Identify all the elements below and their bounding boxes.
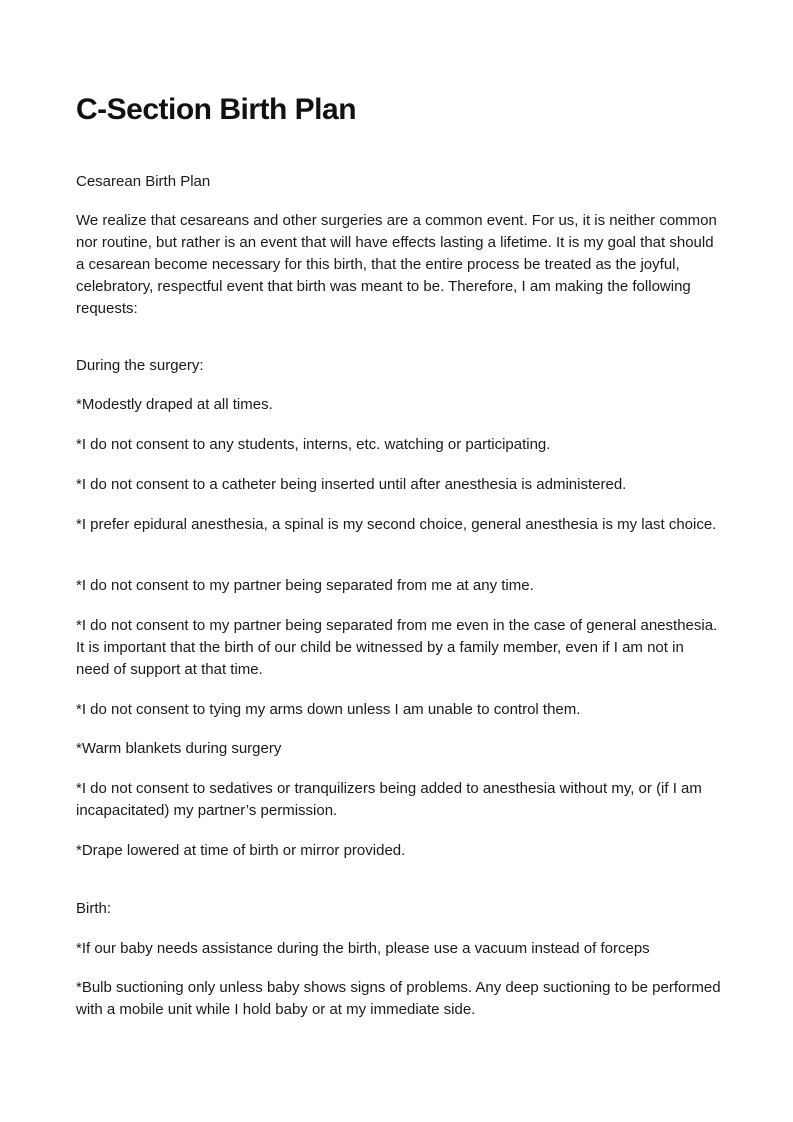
birth-item-bulb-suctioning: *Bulb suctioning only unless baby shows signs of problems. Any deep suctioning to be performed with a mobile unit while I hold baby or at my immediate side.	[76, 979, 721, 1018]
surgery-item-modestly-draped: *Modestly draped at all times.	[76, 396, 273, 413]
surgery-item-partner-general-anesthesia: *I do not consent to my partner being separated from me even in the case of general anesthesia. It is important that the birth of our child be witnessed by a family member, even if I am not in need of support at that time.	[76, 617, 718, 678]
birth-section-heading: Birth:	[76, 900, 112, 917]
surgery-item-catheter: *I do not consent to a catheter being inserted until after anesthesia is administered.	[76, 476, 627, 493]
surgery-item-partner-present: *I do not consent to my partner being separated from me at any time.	[76, 577, 534, 594]
document-subtitle: Cesarean Birth Plan	[76, 173, 211, 190]
surgery-section-heading: During the surgery:	[76, 357, 204, 374]
surgery-item-no-students: *I do not consent to any students, interns, etc. watching or participating.	[76, 436, 551, 453]
surgery-item-anesthesia-preference: *I prefer epidural anesthesia, a spinal is my second choice, general anesthesia is my last choice.	[76, 516, 717, 533]
surgery-item-drape-lowered: *Drape lowered at time of birth or mirror provided.	[76, 842, 406, 859]
intro-paragraph: We realize that cesareans and other surgeries are a common event. For us, it is neither common nor routine, but rather is an event that will have effects lasting a lifetime. It is my goal that should a cesarean become necessary for this birth, that the entire process be treated as the joyful, celebratory, respectful event that birth was meant to be. Therefore, I am making the following requests:	[76, 212, 717, 317]
surgery-item-arms: *I do not consent to tying my arms down unless I am unable to control them.	[76, 701, 581, 718]
surgery-item-warm-blankets: *Warm blankets during surgery	[76, 740, 282, 757]
birth-item-vacuum: *If our baby needs assistance during the birth, please use a vacuum instead of forceps	[76, 940, 650, 957]
surgery-item-sedatives: *I do not consent to sedatives or tranquilizers being added to anesthesia without my, or (if I am incapacitated) my partner’s permission.	[76, 780, 702, 819]
page-title: C-Section Birth Plan	[76, 93, 357, 126]
